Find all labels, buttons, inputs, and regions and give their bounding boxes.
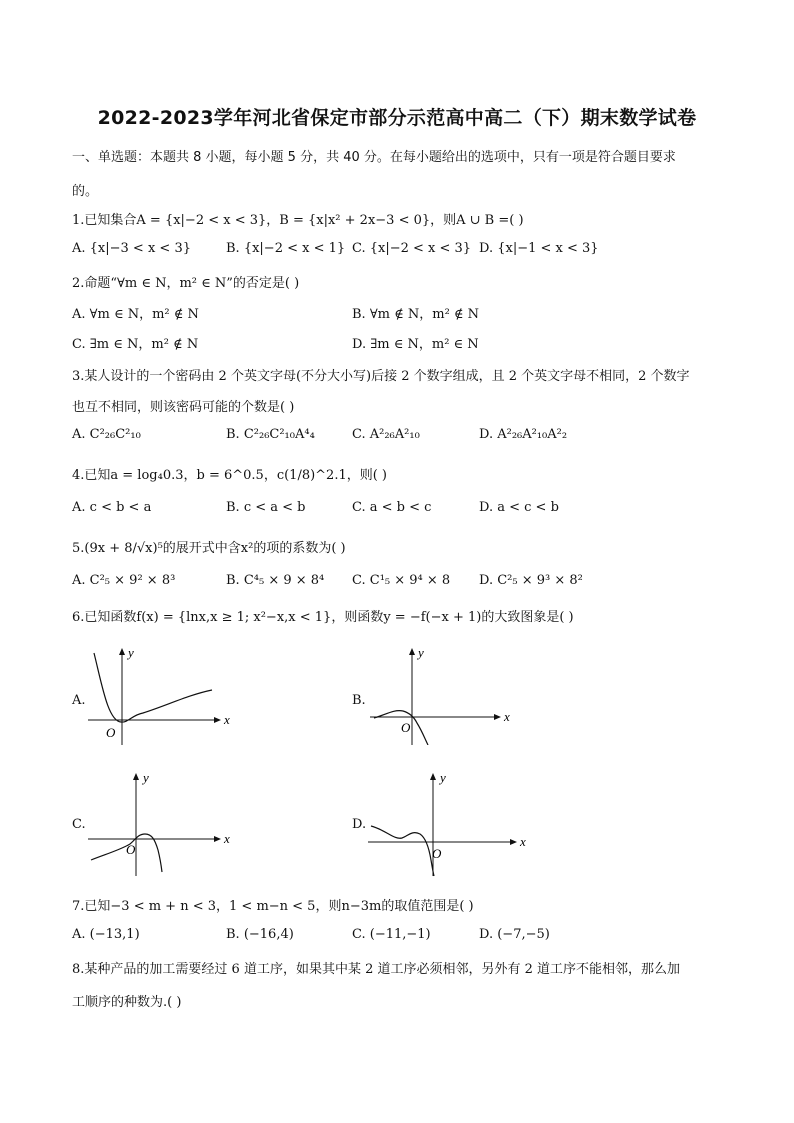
origin-label: O [106, 725, 116, 740]
q6-option-c-label: C. [72, 817, 86, 832]
section-heading-line1: 一、单选题：本题共 8 小题，每小题 5 分，共 40 分。在每小题给出的选项中，只有一项是符合题目要求 [72, 150, 676, 165]
y-axis-label: y [143, 770, 149, 785]
q4-option-c: C. a < b < c [352, 500, 432, 515]
q4-option-b: B. c < a < b [226, 500, 306, 515]
q7-option-b: B. (−16,4) [226, 927, 294, 942]
q1-option-d: D. {x|−1 < x < 3} [479, 241, 599, 256]
q2-option-c: C. ∃m ∈ N，m² ∉ N [72, 337, 199, 352]
x-axis-label: x [504, 709, 510, 724]
q7-option-d: D. (−7,−5) [479, 927, 550, 942]
y-axis-arrow [430, 773, 436, 780]
q6-option-d-label: D. [352, 817, 367, 832]
q3-option-a: A. C²₂₆C²₁₀ [72, 427, 141, 442]
x-axis-arrow [214, 836, 221, 842]
q5-option-a: A. C²₅ × 9² × 8³ [72, 573, 176, 588]
y-axis-arrow [409, 648, 415, 655]
q6-graph-d [368, 768, 533, 878]
q2-option-a: A. ∀m ∈ N，m² ∉ N [72, 307, 199, 322]
x-axis-arrow [494, 714, 501, 720]
q3-option-c: C. A²₂₆A²₁₀ [352, 427, 420, 442]
curve [371, 826, 434, 876]
x-axis-label: x [224, 712, 230, 727]
section-heading-line2: 的。 [72, 184, 99, 199]
origin-label: O [401, 720, 411, 735]
x-axis-label: x [224, 831, 230, 846]
y-axis-label: y [440, 770, 446, 785]
q7-stem: 7.已知−3 < m + n < 3，1 < m−n < 5，则n−3m的取值范围是( ) [72, 899, 474, 914]
q2-option-d: D. ∃m ∈ N，m² ∈ N [352, 337, 479, 352]
q5-option-b: B. C⁴₅ × 9 × 8⁴ [226, 573, 325, 588]
q8-stem-line1: 8.某种产品的加工需要经过 6 道工序，如果其中某 2 道工序必须相邻，另外有 2 道工序不能相邻，那么加 [72, 962, 681, 977]
q6-option-b-label: B. [352, 693, 366, 708]
q1-option-b: B. {x|−2 < x < 1} [226, 241, 346, 256]
x-axis-arrow [214, 717, 221, 723]
y-axis-label: y [128, 645, 134, 660]
q5-option-d: D. C²₅ × 9³ × 8² [479, 573, 583, 588]
q6-graph-b [370, 645, 520, 745]
q3-option-d: D. A²₂₆A²₁₀A²₂ [479, 427, 568, 442]
q1-stem: 1.已知集合A = {x|−2 < x < 3}，B = {x|x² + 2x−3 < 0}，则A ∪ B =( ) [72, 213, 524, 228]
curve [94, 653, 212, 722]
x-axis-label: x [520, 834, 526, 849]
q3-stem-line2: 也互不相同，则该密码可能的个数是( ) [72, 400, 295, 415]
x-axis-arrow [510, 839, 517, 845]
origin-label: O [126, 842, 136, 857]
q7-option-c: C. (−11,−1) [352, 927, 431, 942]
q4-stem: 4.已知a = log₄0.3，b = 6^0.5，c(1/8)^2.1，则( ) [72, 468, 388, 483]
q5-option-c: C. C¹₅ × 9⁴ × 8 [352, 573, 451, 588]
q4-option-a: A. c < b < a [72, 500, 152, 515]
q7-option-a: A. (−13,1) [72, 927, 140, 942]
q3-option-b: B. C²₂₆C²₁₀A⁴₄ [226, 427, 315, 442]
q6-graph-a [88, 645, 238, 745]
q1-option-a: A. {x|−3 < x < 3} [72, 241, 191, 256]
q2-stem: 2.命题“∀m ∈ N，m² ∈ N”的否定是( ) [72, 276, 300, 291]
q6-option-a-label: A. [72, 693, 86, 708]
y-axis-label: y [418, 645, 424, 660]
y-axis-arrow [119, 648, 125, 655]
q2-option-b: B. ∀m ∉ N，m² ∉ N [352, 307, 480, 322]
q5-stem: 5.(9x + 8/√x)⁵的展开式中含x²的项的系数为( ) [72, 541, 346, 556]
q8-stem-line2: 工顺序的种数为.( ) [72, 995, 182, 1010]
q1-option-c: C. {x|−2 < x < 3} [352, 241, 472, 256]
exam-title: 2022-2023学年河北省保定市部分示范高中高二（下）期末数学试卷 [97, 107, 697, 129]
y-axis-arrow [133, 773, 139, 780]
q6-graph-c [88, 768, 238, 878]
origin-label: O [432, 846, 442, 861]
q4-option-d: D. a < c < b [479, 500, 559, 515]
q6-stem: 6.已知函数f(x) = {lnx,x ≥ 1; x²−x,x < 1}，则函数y = −f(−x + 1)的大致图象是( ) [72, 610, 574, 625]
q3-stem-line1: 3.某人设计的一个密码由 2 个英文字母(不分大小写)后接 2 个数字组成，且 2 个英文字母不相同，2 个数字 [72, 369, 690, 384]
